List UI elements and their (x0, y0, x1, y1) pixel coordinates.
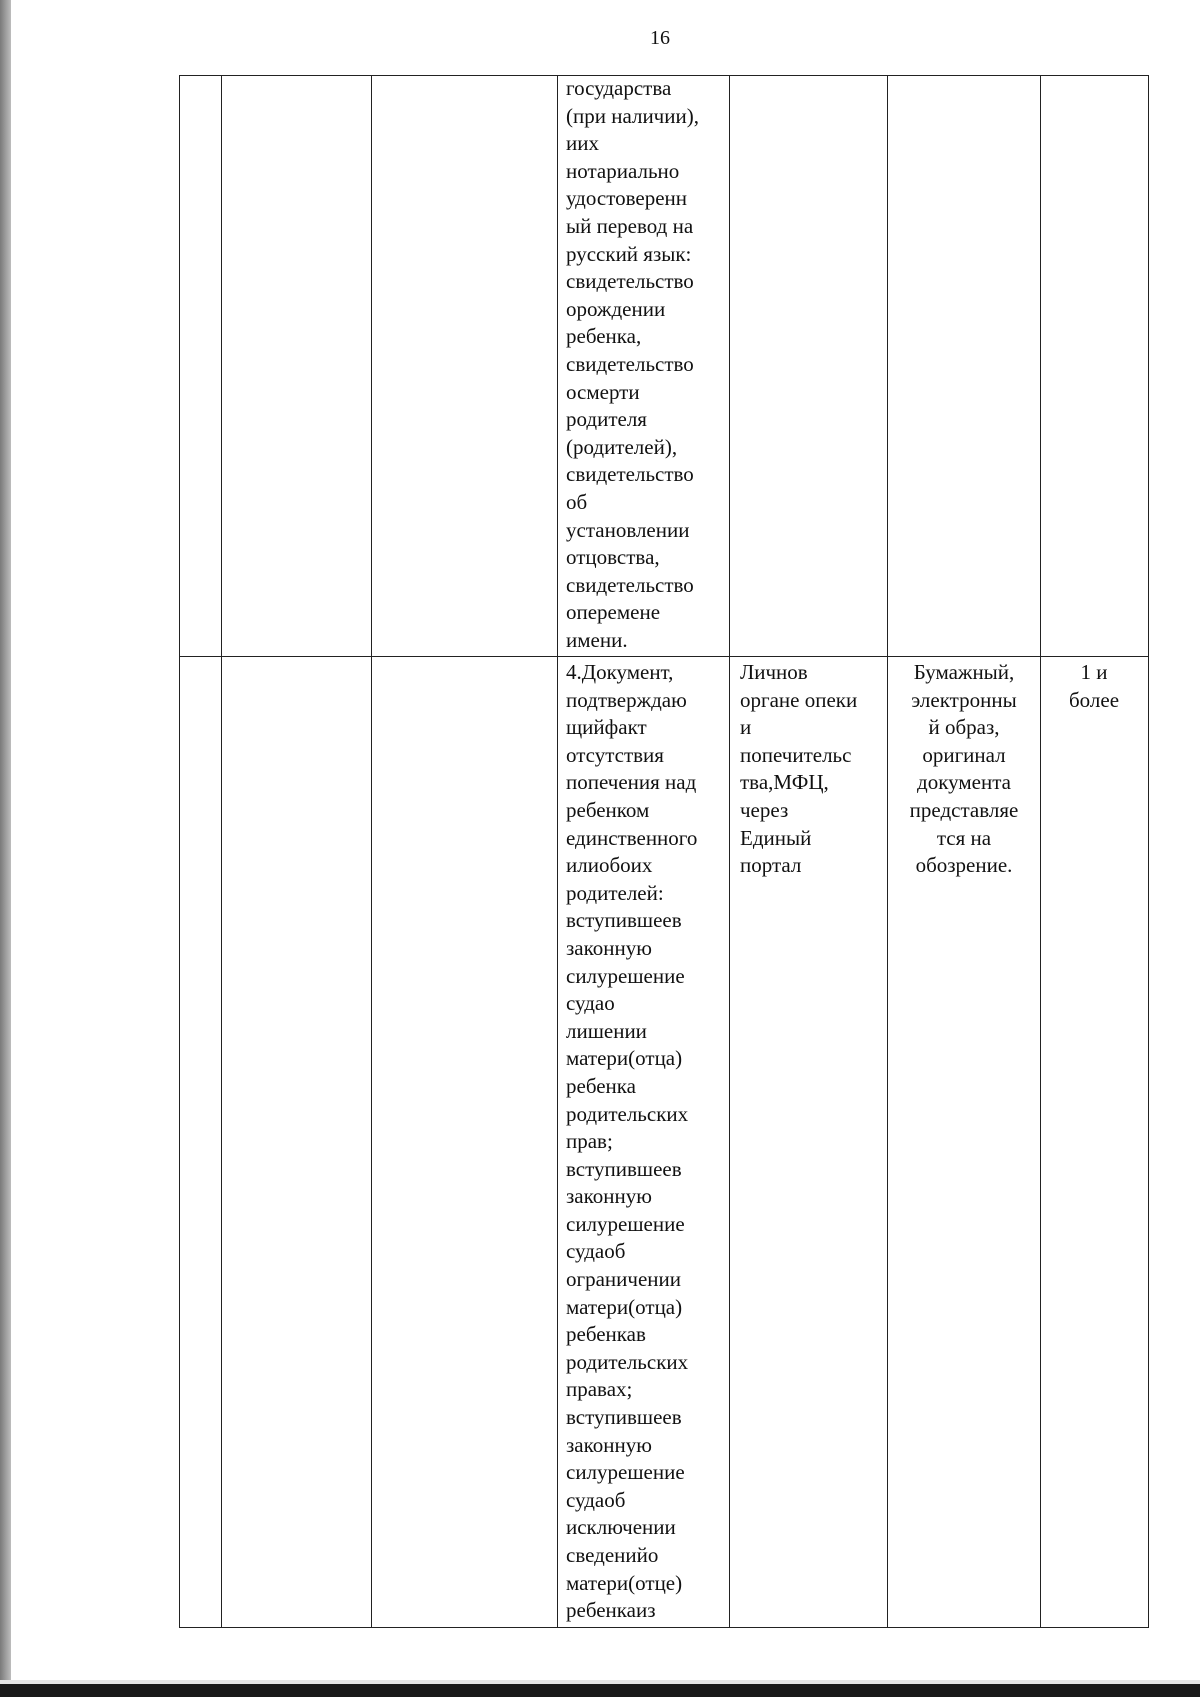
text-line (566, 1542, 718, 1570)
text-line-end: решение (607, 1211, 685, 1236)
text-line-end: в (671, 908, 682, 933)
text-line-end: рождении (576, 296, 666, 321)
text-line (566, 130, 718, 158)
text-line (566, 1597, 718, 1625)
text-line: об (566, 489, 588, 514)
text-line (566, 599, 718, 627)
text-line: родителей: (566, 880, 664, 905)
column-divider (887, 75, 888, 1628)
text-line-start: матери (566, 1046, 629, 1071)
text-line: портал (740, 853, 802, 878)
text-line: попечения над (566, 770, 697, 795)
text-line: прав; (566, 1129, 613, 1154)
text-line: имени. (566, 627, 628, 652)
text-line: родителя (566, 407, 647, 432)
text-line (566, 1294, 718, 1322)
text-line-end: решение (607, 963, 685, 988)
table-border-bottom (179, 1627, 1149, 1628)
text-line-end: (отца) (628, 1046, 683, 1071)
text-line-start: о (566, 296, 577, 321)
text-line-start: силу (566, 1460, 608, 1485)
column-divider (221, 75, 222, 1628)
text-line: Бумажный, (913, 660, 1015, 684)
text-line-start: ребенка (566, 1322, 636, 1347)
text-line: правах; (566, 1377, 633, 1402)
text-line: ый перевод на (566, 213, 694, 238)
text-line (566, 1570, 718, 1598)
text-line: оригинал (922, 742, 1006, 767)
text-line (566, 296, 718, 324)
text-line: родительских (566, 1349, 689, 1374)
text-line-start: вступившее (566, 1156, 672, 1181)
text-line-start: о (566, 600, 577, 625)
text-line: 1 и (1080, 660, 1108, 684)
row2-document-form-cell (893, 659, 1035, 880)
text-line: попечительс (740, 742, 852, 767)
text-line-end: в (671, 1405, 682, 1430)
text-line: и (740, 715, 752, 740)
text-line-end: смерти (577, 379, 640, 404)
text-line: нотариально (566, 158, 680, 183)
text-line: государства (566, 76, 672, 100)
column-divider (371, 75, 372, 1628)
text-line (566, 1156, 718, 1184)
text-line: Единый (740, 825, 812, 850)
text-line (740, 659, 876, 687)
text-line: й образ, (928, 715, 1000, 740)
text-line-start: тва, (740, 770, 774, 795)
text-line-end: факт (604, 715, 647, 740)
column-divider (729, 75, 730, 1628)
text-line: более (1068, 687, 1120, 712)
table-border-right (1148, 75, 1149, 1628)
text-line: отсутствия (566, 742, 664, 767)
scan-left-edge (0, 0, 11, 1697)
column-divider (1040, 75, 1041, 1628)
text-line-end: о (604, 991, 615, 1016)
text-line: обозрение. (915, 853, 1013, 878)
text-line: законную (566, 1432, 652, 1457)
text-line-end: из (636, 1598, 656, 1623)
text-line-end: об (604, 1239, 626, 1264)
text-line-start: щий (566, 715, 605, 740)
text-line: лишении (566, 1018, 647, 1043)
text-line (566, 1211, 718, 1239)
text-line (566, 907, 718, 935)
text-line-start: суда (566, 1239, 605, 1264)
text-line (566, 714, 718, 742)
text-line-start: и (566, 131, 578, 156)
text-line: свидетельство (566, 572, 694, 597)
text-line: через (740, 797, 789, 822)
text-line: свидетельство (566, 269, 694, 294)
text-line: (родителей), (566, 434, 678, 459)
text-line: родительских (566, 1101, 689, 1126)
text-line: тся на (936, 825, 992, 850)
text-line: документа (917, 770, 1011, 795)
text-line: представляе (909, 797, 1019, 822)
text-line (566, 990, 718, 1018)
text-line (566, 379, 718, 407)
text-line (566, 1487, 718, 1515)
text-line (566, 963, 718, 991)
text-line-end: (отце) (628, 1570, 683, 1595)
text-line-end: об (604, 1487, 626, 1512)
text-line-start: вступившее (566, 1405, 672, 1430)
text-line (740, 769, 876, 797)
text-line: свидетельство (566, 351, 694, 376)
text-line-start: матери (566, 1570, 629, 1595)
text-line (566, 1321, 718, 1349)
text-line-end: решение (607, 1460, 685, 1485)
text-line: ребенком (566, 797, 650, 822)
text-line: подтверждаю (566, 687, 687, 712)
text-line-start: силу (566, 963, 608, 988)
text-line: свидетельство (566, 462, 694, 487)
text-line: исключении (566, 1515, 676, 1540)
text-line (566, 1404, 718, 1432)
text-line: удостоверенн (566, 186, 688, 211)
row1-documents-cell (566, 75, 718, 654)
row-divider (179, 656, 1149, 657)
text-line: отцовства, (566, 545, 660, 570)
text-line-start: матери (566, 1294, 629, 1319)
text-line-end: (отца) (628, 1294, 683, 1319)
text-line: законную (566, 935, 652, 960)
text-line: (при наличии), (566, 103, 699, 128)
text-line: русский язык: (566, 241, 692, 266)
text-line-end: обоих (598, 853, 653, 878)
text-line-start: сведений (566, 1543, 648, 1567)
text-line-start: 4. (566, 660, 582, 684)
text-line-end: в (797, 660, 808, 684)
text-line: ограничении (566, 1267, 682, 1292)
text-line-end: перемене (576, 600, 661, 625)
text-line (566, 1045, 718, 1073)
text-line-start: вступившее (566, 908, 672, 933)
text-line: органе опеки (740, 687, 858, 712)
text-line: ребенка, (566, 324, 642, 349)
row2-submission-method-cell (740, 659, 876, 880)
text-line-end: их (577, 131, 599, 156)
text-line-end: о (647, 1543, 659, 1567)
table-border-left (179, 75, 180, 1628)
column-divider (557, 75, 558, 1628)
text-line-end: Документ, (581, 660, 674, 684)
row2-quantity-cell (1046, 659, 1142, 714)
text-line (566, 1238, 718, 1266)
text-line: законную (566, 1184, 652, 1209)
text-line-end: в (636, 1322, 646, 1347)
text-line-start: суда (566, 1487, 605, 1512)
text-line: электронны (911, 687, 1017, 712)
text-line-start: Лично (740, 660, 798, 684)
text-line-end: в (671, 1156, 682, 1181)
text-line-start: о (566, 379, 578, 404)
row2-documents-cell (566, 659, 718, 1625)
text-line: ребенка (566, 1073, 636, 1098)
text-line (566, 1459, 718, 1487)
text-line (566, 852, 718, 880)
text-line-start: силу (566, 1211, 608, 1236)
scan-bottom-edge (0, 1684, 1200, 1697)
text-line (566, 659, 718, 687)
text-line-end: МФЦ, (773, 770, 829, 795)
text-line-start: ребенка (566, 1598, 636, 1623)
text-line: установлении (566, 517, 690, 542)
page-number: 16 (650, 27, 670, 49)
text-line-start: суда (566, 991, 605, 1016)
text-line: единственного (566, 825, 698, 850)
text-line-start: или (566, 853, 599, 878)
